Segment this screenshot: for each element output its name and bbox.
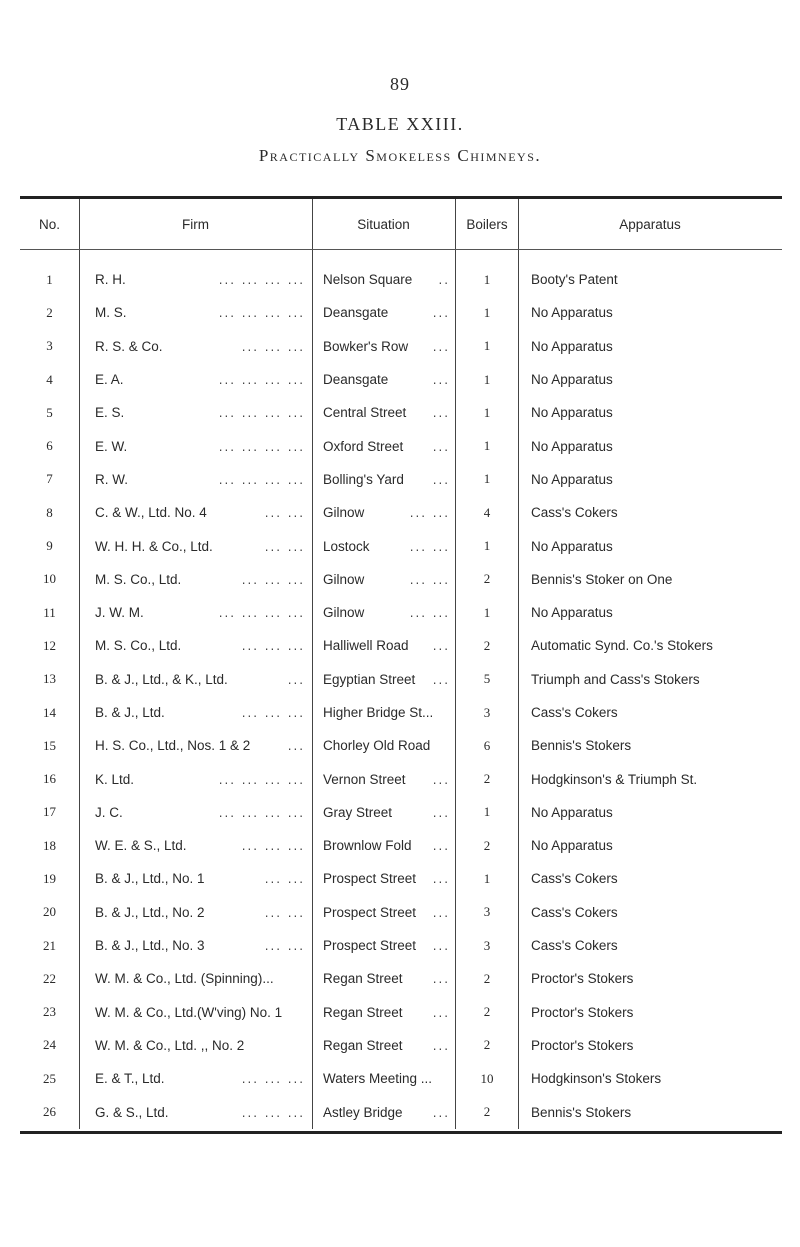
cell-no: 23 xyxy=(43,1004,56,1020)
cell-situation xyxy=(313,296,456,329)
situation-name: Deansgate xyxy=(323,372,389,388)
cell-situation xyxy=(313,696,456,729)
chimneys-table-wrapper xyxy=(20,196,782,1134)
cell-no: 26 xyxy=(43,1104,56,1120)
situation-name: Bolling's Yard xyxy=(323,471,404,487)
cell-boilers: 6 xyxy=(456,729,519,762)
firm-name: H. S. Co., Ltd., Nos. 1 & 2 xyxy=(95,738,251,754)
firm-name: M. S. Co., Ltd. xyxy=(95,571,182,587)
cell-situation xyxy=(313,962,456,995)
leader-dots: ... ... xyxy=(409,538,450,554)
cell-apparatus: No Apparatus xyxy=(519,796,783,829)
cell-situation xyxy=(313,463,456,496)
leader-dots: ... ... xyxy=(409,571,450,587)
leader-dots: ... ... ... xyxy=(241,705,305,720)
cell-boilers: 3 xyxy=(456,696,519,729)
cell-apparatus: Proctor's Stokers xyxy=(519,996,783,1029)
cell-apparatus: Proctor's Stokers xyxy=(519,962,783,995)
firm-name: E. W. xyxy=(95,438,128,454)
table-title: TABLE XXIII. xyxy=(336,114,464,134)
firm-name: W. M. & Co., Ltd.(W'ving) No. 1 xyxy=(95,1004,283,1020)
cell-firm xyxy=(80,996,313,1029)
cell-situation xyxy=(313,796,456,829)
cell-situation xyxy=(313,1095,456,1128)
table-row xyxy=(20,529,782,562)
cell-no: 19 xyxy=(43,870,56,886)
table-row xyxy=(20,330,782,363)
leader-dots: ... xyxy=(432,938,450,954)
cell-boilers: 1 xyxy=(456,396,519,429)
cell-apparatus: No Apparatus xyxy=(519,330,783,363)
cell-firm xyxy=(80,663,313,696)
cell-no: 11 xyxy=(43,604,56,620)
cell-situation xyxy=(313,663,456,696)
cell-no: 10 xyxy=(43,571,56,587)
situation-name: Egyptian Street xyxy=(323,671,416,687)
situation-name: Waters Meeting ... xyxy=(323,1071,433,1087)
situation-name: Gilnow xyxy=(323,505,365,521)
leader-dots: ... ... ... xyxy=(241,338,305,354)
firm-name: J. C. xyxy=(95,804,123,820)
leader-dots: ... ... xyxy=(409,605,450,621)
table-row xyxy=(20,629,782,662)
cell-boilers: 1 xyxy=(456,296,519,329)
cell-firm xyxy=(80,396,313,429)
leader-dots: ... ... xyxy=(264,938,305,954)
cell-boilers: 1 xyxy=(456,529,519,562)
cell-situation xyxy=(313,363,456,396)
cell-firm xyxy=(80,929,313,962)
cell-apparatus: No Apparatus xyxy=(519,429,783,462)
situation-name: Regan Street xyxy=(323,1037,403,1053)
cell-apparatus: Bennis's Stokers xyxy=(519,729,783,762)
table-row xyxy=(20,896,782,929)
situation-name: Bowker's Row xyxy=(323,338,409,354)
cell-situation xyxy=(313,762,456,795)
table-row xyxy=(20,596,782,629)
cell-apparatus: Bennis's Stokers xyxy=(519,1095,783,1128)
cell-boilers: 2 xyxy=(456,829,519,862)
firm-name: E. & T., Ltd. xyxy=(95,1071,165,1087)
leader-dots: ... xyxy=(432,1037,450,1053)
cell-apparatus: Proctor's Stokers xyxy=(519,1029,783,1062)
leader-dots: ... xyxy=(432,971,450,987)
cell-boilers: 2 xyxy=(456,996,519,1029)
cell-boilers: 1 xyxy=(456,796,519,829)
cell-firm xyxy=(80,962,313,995)
leader-dots: ... ... xyxy=(264,538,305,554)
leader-dots: ... xyxy=(432,305,450,321)
firm-name: J. W. M. xyxy=(95,605,144,621)
table-row xyxy=(20,496,782,529)
cell-boilers: 3 xyxy=(456,896,519,929)
cell-situation xyxy=(313,529,456,562)
firm-name: W. M. & Co., Ltd. ,, No. 2 xyxy=(95,1037,245,1053)
cell-firm xyxy=(80,729,313,762)
cell-boilers: 1 xyxy=(456,429,519,462)
cell-firm xyxy=(80,629,313,662)
bottom-rule xyxy=(20,1131,782,1134)
situation-name: Central Street xyxy=(323,405,407,421)
cell-apparatus: Automatic Synd. Co.'s Stokers xyxy=(519,629,783,662)
table-row xyxy=(20,729,782,762)
firm-name: B. & J., Ltd., No. 2 xyxy=(95,904,205,920)
cell-situation xyxy=(313,929,456,962)
table-row xyxy=(20,563,782,596)
table-row xyxy=(20,250,782,297)
cell-apparatus: Bennis's Stoker on One xyxy=(519,563,783,596)
cell-no: 14 xyxy=(43,704,56,720)
cell-boilers: 2 xyxy=(456,563,519,596)
cell-no: 18 xyxy=(43,837,56,853)
cell-situation xyxy=(313,896,456,929)
cell-no: 15 xyxy=(43,737,56,753)
leader-dots: ... ... ... xyxy=(241,838,305,854)
cell-boilers: 1 xyxy=(456,862,519,895)
cell-boilers: 10 xyxy=(456,1062,519,1095)
leader-dots: ... ... ... ... xyxy=(218,605,305,621)
cell-boilers: 1 xyxy=(456,363,519,396)
page-number: 89 xyxy=(390,74,410,94)
cell-firm xyxy=(80,796,313,829)
cell-situation xyxy=(313,330,456,363)
table-row xyxy=(20,396,782,429)
firm-name: B. & J., Ltd., No. 1 xyxy=(95,871,205,887)
cell-boilers: 1 xyxy=(456,463,519,496)
cell-apparatus: Cass's Cokers xyxy=(519,696,783,729)
cell-no: 25 xyxy=(43,1070,56,1086)
cell-apparatus: Booty's Patent xyxy=(519,250,783,297)
table-row xyxy=(20,463,782,496)
cell-no: 20 xyxy=(43,904,56,920)
leader-dots: ... ... ... ... xyxy=(218,405,305,421)
cell-apparatus: No Apparatus xyxy=(519,596,783,629)
cell-no: 1 xyxy=(46,271,53,287)
firm-name: W. E. & S., Ltd. xyxy=(95,838,187,854)
leader-dots: ... ... ... ... xyxy=(218,804,305,820)
situation-name: Astley Bridge xyxy=(323,1104,403,1120)
cell-firm xyxy=(80,330,313,363)
cell-no: 5 xyxy=(46,404,53,420)
cell-apparatus: No Apparatus xyxy=(519,363,783,396)
firm-name: G. & S., Ltd. xyxy=(95,1104,169,1120)
cell-firm xyxy=(80,1062,313,1095)
leader-dots: ... xyxy=(432,904,450,920)
cell-situation xyxy=(313,862,456,895)
leader-dots: ... xyxy=(432,405,450,421)
leader-dots: ... xyxy=(432,1004,450,1020)
cell-situation xyxy=(313,996,456,1029)
situation-name: Gilnow xyxy=(323,605,365,621)
leader-dots: .. xyxy=(438,272,450,288)
cell-boilers: 2 xyxy=(456,762,519,795)
cell-firm xyxy=(80,563,313,596)
cell-firm xyxy=(80,896,313,929)
firm-name: M. S. xyxy=(95,305,127,321)
leader-dots: ... ... ... xyxy=(241,1104,305,1120)
cell-boilers: 1 xyxy=(456,250,519,297)
table-row xyxy=(20,762,782,795)
table-subtitle: Practically Smokeless Chimneys. xyxy=(258,146,542,165)
table-row xyxy=(20,696,782,729)
leader-dots: ... xyxy=(287,671,305,687)
cell-situation xyxy=(313,250,456,297)
situation-name: Lostock xyxy=(323,538,370,554)
cell-apparatus: No Apparatus xyxy=(519,396,783,429)
situation-name: Vernon Street xyxy=(323,771,406,787)
leader-dots: ... ... xyxy=(264,904,305,920)
table-body xyxy=(20,250,782,1129)
table-row xyxy=(20,1095,782,1128)
cell-firm xyxy=(80,829,313,862)
situation-name: Prospect Street xyxy=(323,904,417,920)
situation-name: Higher Bridge St... xyxy=(323,705,434,720)
cell-apparatus: Cass's Cokers xyxy=(519,929,783,962)
cell-boilers: 2 xyxy=(456,629,519,662)
leader-dots: ... xyxy=(432,871,450,887)
situation-name: Chorley Old Road xyxy=(323,738,431,754)
cell-no: 3 xyxy=(46,338,53,354)
firm-name: C. & W., Ltd. No. 4 xyxy=(95,505,207,521)
cell-no: 9 xyxy=(46,538,53,554)
leader-dots: ... xyxy=(432,671,450,687)
cell-no: 4 xyxy=(46,371,53,387)
table-row xyxy=(20,429,782,462)
cell-no: 8 xyxy=(46,504,53,520)
cell-no: 12 xyxy=(43,637,56,653)
cell-situation xyxy=(313,563,456,596)
firm-name: K. Ltd. xyxy=(95,771,135,787)
header-firm: Firm xyxy=(80,199,313,250)
cell-situation xyxy=(313,396,456,429)
cell-firm xyxy=(80,696,313,729)
firm-name: R. S. & Co. xyxy=(95,338,163,354)
cell-firm xyxy=(80,429,313,462)
cell-no: 21 xyxy=(43,937,56,953)
leader-dots: ... ... xyxy=(264,871,305,887)
situation-name: Prospect Street xyxy=(323,938,417,954)
leader-dots: ... xyxy=(432,438,450,454)
leader-dots: ... xyxy=(432,638,450,654)
cell-situation xyxy=(313,629,456,662)
cell-no: 24 xyxy=(43,1037,56,1053)
table-row xyxy=(20,996,782,1029)
firm-name: R. H. xyxy=(95,272,126,288)
leader-dots: ... ... ... ... xyxy=(218,305,305,321)
table-row xyxy=(20,829,782,862)
cell-firm xyxy=(80,296,313,329)
chimneys-table xyxy=(20,199,782,1129)
leader-dots: ... ... ... ... xyxy=(218,272,305,288)
cell-no: 16 xyxy=(43,771,56,787)
cell-apparatus: Cass's Cokers xyxy=(519,896,783,929)
leader-dots: ... ... ... ... xyxy=(218,372,305,388)
header-row xyxy=(20,199,782,250)
cell-apparatus: Cass's Cokers xyxy=(519,496,783,529)
cell-boilers: 1 xyxy=(456,596,519,629)
table-row xyxy=(20,663,782,696)
leader-dots: ... ... ... ... xyxy=(218,438,305,454)
situation-name: Deansgate xyxy=(323,305,389,321)
leader-dots: ... xyxy=(432,1104,450,1120)
leader-dots: ... ... ... xyxy=(241,638,305,654)
cell-boilers: 2 xyxy=(456,1029,519,1062)
cell-situation xyxy=(313,1062,456,1095)
header-apparatus: Apparatus xyxy=(519,199,783,250)
cell-no: 13 xyxy=(43,671,56,687)
cell-apparatus: No Apparatus xyxy=(519,296,783,329)
leader-dots: ... xyxy=(432,838,450,854)
header-boilers: Boilers xyxy=(456,199,519,250)
cell-no: 7 xyxy=(46,471,53,487)
header-no: No. xyxy=(20,199,80,250)
situation-name: Regan Street xyxy=(323,1004,403,1020)
cell-apparatus: Hodgkinson's Stokers xyxy=(519,1062,783,1095)
firm-name: E. S. xyxy=(95,405,125,421)
table-row xyxy=(20,363,782,396)
leader-dots: ... ... xyxy=(264,505,305,521)
cell-firm xyxy=(80,762,313,795)
cell-apparatus: No Apparatus xyxy=(519,463,783,496)
situation-name: Halliwell Road xyxy=(323,638,409,654)
cell-firm xyxy=(80,363,313,396)
cell-firm xyxy=(80,596,313,629)
cell-boilers: 3 xyxy=(456,929,519,962)
firm-name: W. M. & Co., Ltd. (Spinning)... xyxy=(95,971,274,987)
cell-apparatus: No Apparatus xyxy=(519,529,783,562)
table-row xyxy=(20,1062,782,1095)
cell-situation xyxy=(313,596,456,629)
cell-firm xyxy=(80,496,313,529)
firm-name: W. H. H. & Co., Ltd. xyxy=(95,538,213,554)
cell-firm xyxy=(80,463,313,496)
leader-dots: ... xyxy=(432,471,450,487)
table-row xyxy=(20,862,782,895)
situation-name: Regan Street xyxy=(323,971,403,987)
cell-firm xyxy=(80,529,313,562)
table-row xyxy=(20,296,782,329)
cell-situation xyxy=(313,1029,456,1062)
cell-boilers: 5 xyxy=(456,663,519,696)
cell-firm xyxy=(80,862,313,895)
leader-dots: ... ... ... xyxy=(241,571,305,587)
situation-name: Gray Street xyxy=(323,804,393,820)
table-row xyxy=(20,796,782,829)
cell-boilers: 4 xyxy=(456,496,519,529)
cell-situation xyxy=(313,496,456,529)
cell-apparatus: No Apparatus xyxy=(519,829,783,862)
cell-no: 17 xyxy=(43,804,56,820)
header-situation: Situation xyxy=(313,199,456,250)
leader-dots: ... xyxy=(287,738,305,754)
leader-dots: ... ... ... ... xyxy=(218,771,305,787)
cell-boilers: 2 xyxy=(456,1095,519,1128)
cell-apparatus: Cass's Cokers xyxy=(519,862,783,895)
cell-no: 2 xyxy=(46,304,53,320)
firm-name: R. W. xyxy=(95,471,128,487)
situation-name: Oxford Street xyxy=(323,438,404,454)
firm-name: B. & J., Ltd. xyxy=(95,705,165,720)
firm-name: B. & J., Ltd., & K., Ltd. xyxy=(95,671,228,687)
leader-dots: ... ... ... xyxy=(241,1071,305,1087)
table-row xyxy=(20,962,782,995)
firm-name: M. S. Co., Ltd. xyxy=(95,638,182,654)
table-row xyxy=(20,929,782,962)
cell-firm xyxy=(80,1029,313,1062)
firm-name: B. & J., Ltd., No. 3 xyxy=(95,938,205,954)
leader-dots: ... xyxy=(432,804,450,820)
cell-situation xyxy=(313,829,456,862)
cell-firm xyxy=(80,1095,313,1128)
situation-name: Prospect Street xyxy=(323,871,417,887)
situation-name: Gilnow xyxy=(323,571,365,587)
situation-name: Brownlow Fold xyxy=(323,838,412,854)
leader-dots: ... ... xyxy=(409,505,450,521)
leader-dots: ... xyxy=(432,338,450,354)
leader-dots: ... xyxy=(432,771,450,787)
cell-situation xyxy=(313,729,456,762)
cell-no: 6 xyxy=(46,438,53,454)
leader-dots: ... xyxy=(432,372,450,388)
cell-firm xyxy=(80,250,313,297)
leader-dots: ... ... ... ... xyxy=(218,471,305,487)
cell-apparatus: Triumph and Cass's Stokers xyxy=(519,663,783,696)
cell-boilers: 2 xyxy=(456,962,519,995)
cell-boilers: 1 xyxy=(456,330,519,363)
table-row xyxy=(20,1029,782,1062)
situation-name: Nelson Square xyxy=(323,272,413,288)
cell-apparatus: Hodgkinson's & Triumph St. xyxy=(519,762,783,795)
firm-name: E. A. xyxy=(95,372,124,388)
cell-situation xyxy=(313,429,456,462)
cell-no: 22 xyxy=(43,970,56,986)
